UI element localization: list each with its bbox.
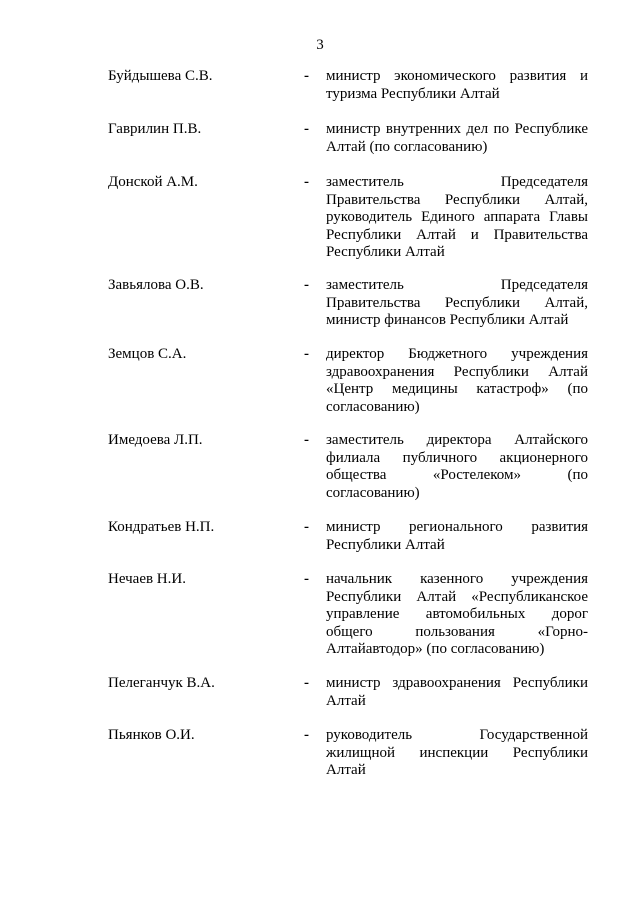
member-position: заместитель директора Алтайского филиала публичного акционерного общества «Ростелеком» (по согласованию) [326,432,588,501]
member-name: Нечаев Н.И. [108,571,186,587]
dash-separator: - [304,675,309,691]
member-position: министр экономического развития и туризма Республики Алтай [326,68,588,102]
member-name: Кондратьев Н.П. [108,519,215,535]
member-name: Пелеганчук В.А. [108,675,215,691]
dash-separator: - [304,68,309,84]
member-name: Буйдышева С.В. [108,68,213,84]
dash-separator: - [304,727,309,743]
member-name: Донской А.М. [108,174,198,190]
member-position: заместитель Председателя Правительства Республики Алтай, руководитель Единого аппарата Главы Республики Алтай и Правительства Республики Алтай [326,174,588,261]
member-position: министр внутренних дел по Республике Алтай (по согласованию) [326,121,588,155]
page-number: 3 [316,37,324,53]
member-name: Имедоева Л.П. [108,432,203,448]
dash-separator: - [304,174,309,190]
member-position: директор Бюджетного учреждения здравоохранения Республики Алтай «Центр медицины катастроф» (по согласованию) [326,346,588,415]
dash-separator: - [304,277,309,293]
member-position: министр регионального развития Республики Алтай [326,519,588,553]
dash-separator: - [304,571,309,587]
member-name: Гаврилин П.В. [108,121,202,137]
dash-separator: - [304,346,309,362]
member-position: начальник казенного учреждения Республики Алтай «Республиканское управление автомобильных дорог общего пользования «Горно-Алтайавтодор» (по согласованию) [326,571,588,658]
member-name: Завьялова О.В. [108,277,204,293]
member-name: Земцов С.А. [108,346,187,362]
member-position: министр здравоохранения Республики Алтай [326,675,588,709]
member-position: заместитель Председателя Правительства Республики Алтай, министр финансов Республики Алтай [326,277,588,329]
dash-separator: - [304,519,309,535]
dash-separator: - [304,432,309,448]
dash-separator: - [304,121,309,137]
member-name: Пьянков О.И. [108,727,195,743]
member-position: руководитель Государственной жилищной инспекции Республики Алтай [326,727,588,779]
